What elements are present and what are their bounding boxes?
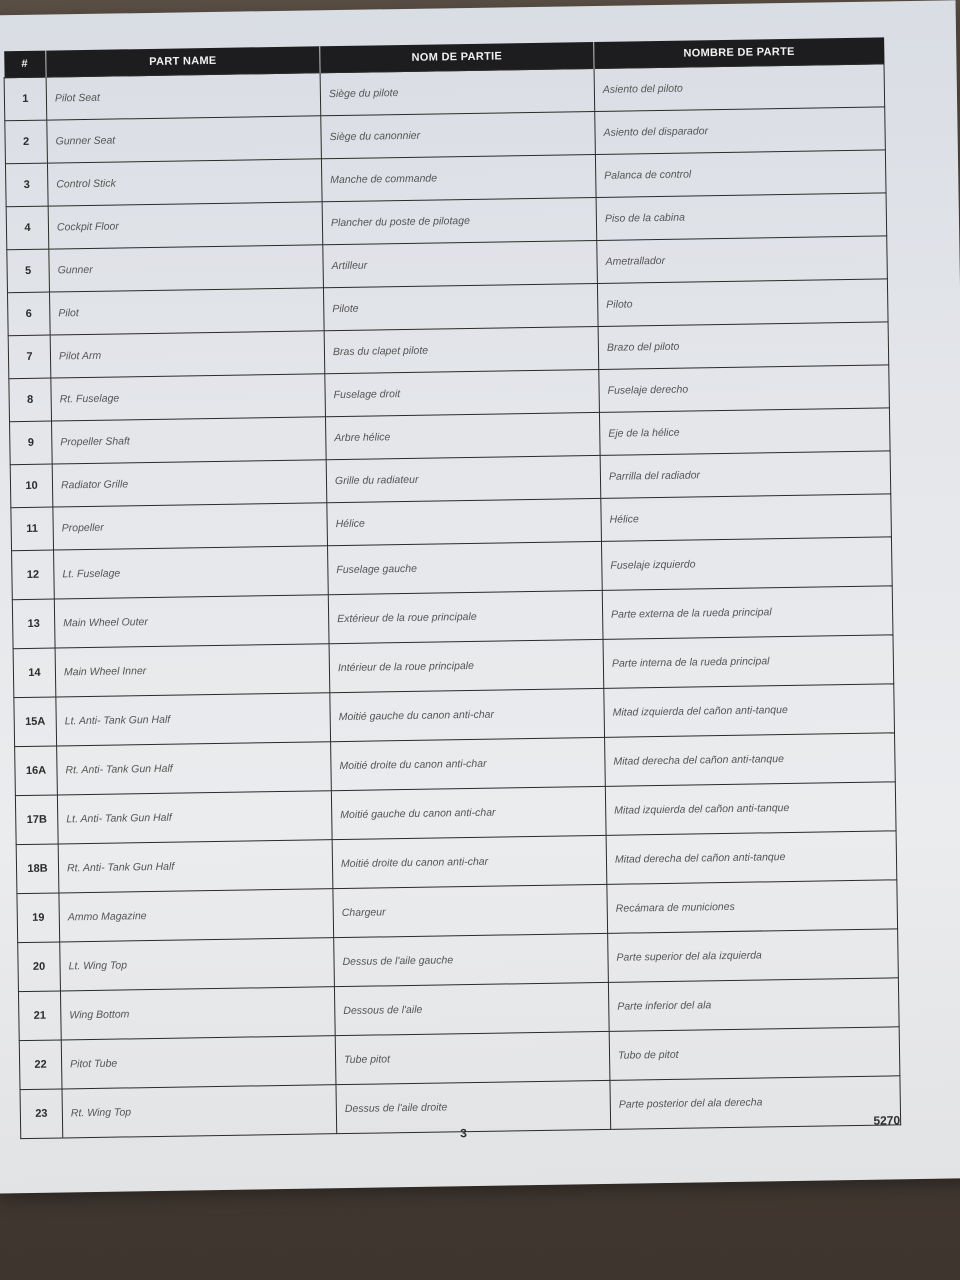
part-name-english: Rt. Fuselage (51, 374, 326, 421)
part-number: 17B (15, 795, 58, 845)
part-name-english: Main Wheel Outer (54, 595, 329, 648)
header-nombre-de-parte: NOMBRE DE PARTE (594, 37, 884, 68)
part-number: 15A (14, 697, 57, 747)
header-part-name: PART NAME (46, 46, 320, 77)
part-name-english: Rt. Anti- Tank Gun Half (57, 742, 332, 795)
part-number: 5 (7, 249, 50, 293)
part-name-english: Radiator Grille (52, 460, 327, 507)
part-name-spanish: Asiento del disparador (595, 107, 886, 155)
part-name-french: Fuselage droit (325, 369, 600, 416)
part-number: 23 (20, 1089, 63, 1139)
part-name-french: Arbre hélice (325, 412, 600, 459)
part-number: 11 (11, 507, 54, 551)
part-name-spanish: Piloto (597, 279, 888, 327)
part-name-french: Moitié droite du canon anti-char (332, 835, 607, 888)
part-name-french: Dessous de l'aile (334, 982, 609, 1035)
part-name-french: Intérieur de la roue principale (329, 639, 604, 692)
part-name-french: Grille du radiateur (326, 455, 601, 502)
part-name-french: Tube pitot (335, 1031, 610, 1084)
part-name-english: Propeller Shaft (52, 417, 327, 464)
part-name-spanish: Asiento del piloto (594, 64, 885, 112)
part-name-spanish: Hélice (601, 494, 892, 542)
part-name-spanish: Parte inferior del ala (608, 978, 899, 1032)
part-name-english: Gunner (49, 245, 324, 292)
part-name-english: Pitot Tube (61, 1036, 336, 1089)
part-name-english: Main Wheel Inner (55, 644, 330, 697)
part-name-english: Gunner Seat (47, 116, 322, 163)
part-name-french: Hélice (327, 498, 602, 545)
part-name-spanish: Parrilla del radiador (600, 451, 891, 499)
part-name-spanish: Mitad derecha del cañon anti-tanque (605, 733, 896, 787)
part-name-french: Moitié gauche du canon anti-char (331, 786, 606, 839)
part-number: 10 (10, 464, 53, 508)
part-name-spanish: Parte posterior del ala derecha (610, 1076, 901, 1130)
part-name-french: Extérieur de la roue principale (328, 590, 603, 643)
part-name-spanish: Parte superior del ala izquierda (608, 929, 899, 983)
part-number: 22 (19, 1040, 62, 1090)
part-number: 2 (5, 120, 48, 164)
part-name-english: Lt. Anti- Tank Gun Half (56, 693, 331, 746)
part-name-spanish: Fuselaje izquierdo (601, 537, 892, 591)
part-name-spanish: Mitad izquierda del cañon anti-tanque (605, 782, 896, 836)
part-name-english: Rt. Wing Top (62, 1085, 337, 1138)
part-name-english: Pilot Seat (46, 73, 321, 120)
part-number: 7 (8, 335, 51, 379)
part-number: 6 (7, 292, 50, 336)
part-number: 1 (4, 77, 47, 121)
part-name-english: Ammo Magazine (59, 889, 334, 942)
part-name-spanish: Eje de la hélice (599, 408, 890, 456)
parts-table (3, 37, 901, 1139)
part-name-french: Plancher du poste de pilotage (322, 197, 597, 244)
part-number: 16A (15, 746, 58, 796)
part-name-spanish: Piso de la cabina (596, 193, 887, 241)
part-name-french: Manche de commande (321, 154, 596, 201)
part-number: 21 (18, 991, 61, 1041)
part-name-french: Dessus de l'aile droite (336, 1080, 611, 1133)
part-name-spanish: Tubo de pitot (609, 1027, 900, 1081)
part-number: 12 (12, 550, 55, 600)
part-name-english: Cockpit Floor (48, 202, 323, 249)
part-number: 13 (12, 599, 55, 649)
parts-table-body (4, 64, 901, 1139)
part-number: 9 (10, 421, 53, 465)
part-name-english: Pilot Arm (50, 331, 325, 378)
part-name-french: Moitié gauche du canon anti-char (330, 688, 605, 741)
part-number: 4 (6, 206, 49, 250)
part-name-english: Pilot (49, 288, 324, 335)
part-name-french: Chargeur (333, 884, 608, 937)
part-number: 3 (5, 163, 48, 207)
part-name-french: Pilote (323, 283, 598, 330)
part-name-spanish: Mitad derecha del cañon anti-tanque (606, 831, 897, 885)
part-number: 20 (18, 942, 61, 992)
part-name-french: Artilleur (323, 240, 598, 287)
part-name-french: Bras du clapet pilote (324, 326, 599, 373)
part-number: 8 (9, 378, 52, 422)
part-name-english: Wing Bottom (60, 987, 335, 1040)
part-name-spanish: Palanca de control (595, 150, 886, 198)
part-name-spanish: Recámara de municiones (607, 880, 898, 934)
part-name-english: Rt. Anti- Tank Gun Half (58, 840, 333, 893)
part-name-english: Lt. Anti- Tank Gun Half (57, 791, 332, 844)
part-name-french: Moitié droite du canon anti-char (331, 737, 606, 790)
part-number: 18B (16, 844, 59, 894)
part-name-french: Siège du canonnier (321, 111, 596, 158)
part-name-spanish: Fuselaje derecho (599, 365, 890, 413)
header-number: # (4, 51, 46, 78)
part-name-french: Fuselage gauche (328, 541, 603, 594)
part-name-spanish: Parte externa de la rueda principal (602, 586, 893, 640)
part-name-french: Dessus de l'aile gauche (334, 933, 609, 986)
part-name-french: Siège du pilote (320, 68, 595, 115)
part-number: 19 (17, 893, 60, 943)
part-number: 14 (13, 648, 56, 698)
part-name-spanish: Brazo del piloto (598, 322, 889, 370)
part-name-english: Lt. Fuselage (54, 546, 329, 599)
part-name-english: Propeller (53, 503, 328, 550)
part-name-spanish: Ametrallador (597, 236, 888, 284)
part-name-spanish: Mitad izquierda del cañon anti-tanque (604, 684, 895, 738)
part-name-english: Control Stick (47, 159, 322, 206)
part-name-english: Lt. Wing Top (60, 938, 335, 991)
header-nom-de-partie: NOM DE PARTIE (320, 42, 594, 73)
parts-list (3, 37, 900, 1139)
document-code: 5270 (873, 1113, 901, 1128)
part-name-spanish: Parte interna de la rueda principal (603, 635, 894, 689)
page-number: 3 (460, 1126, 468, 1141)
